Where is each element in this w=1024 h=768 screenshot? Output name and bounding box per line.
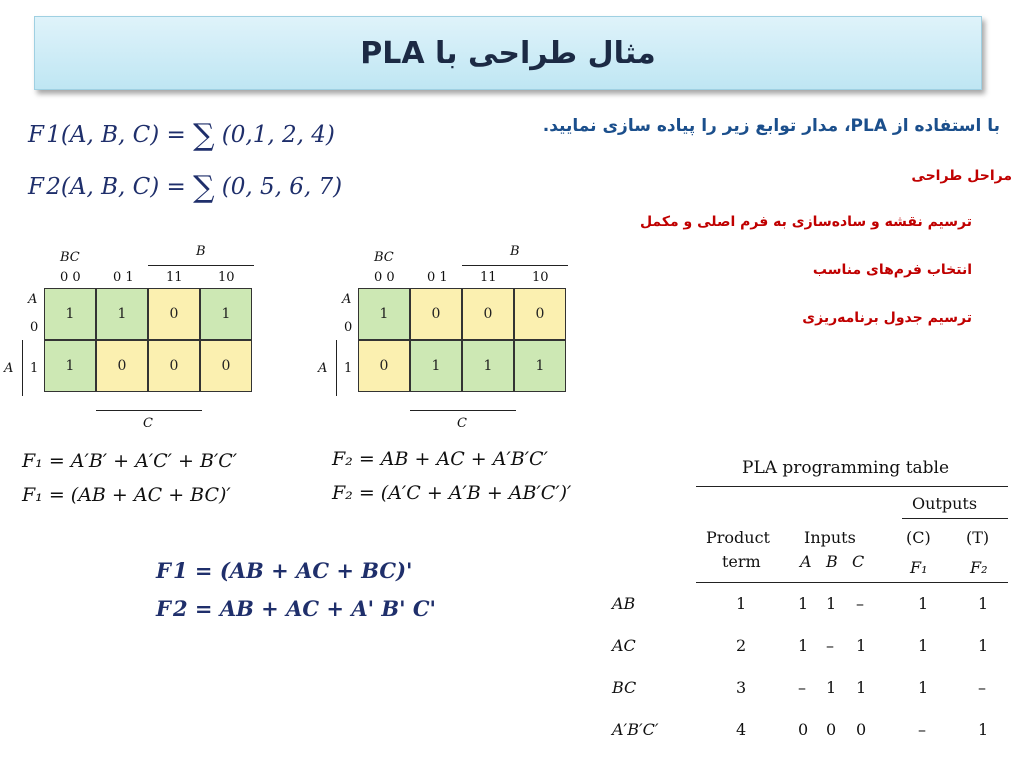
row-input-c: 1 [856,636,867,655]
kmap-col-label: 0 0 [374,270,395,285]
kmap-bc-label: BC [374,250,394,265]
row-number: 3 [736,678,747,697]
kmap-cell: 0 [148,340,200,392]
step-2: انتخاب فرم‌های مناسب [812,262,972,278]
row-output-f2: 1 [978,636,989,655]
function-f2-definition [28,170,342,205]
kmap-col-label: 11 [166,270,183,285]
f1-lhs: F 1(A, B, C) = [28,122,194,148]
kmap-col-label: 0 1 [427,270,448,285]
steps-heading: مراحل طراحی [911,168,1012,184]
kmap-b-bracket [148,265,254,266]
title-banner [34,16,982,90]
kmap-col-label: 11 [480,270,497,285]
sigma-icon: ∑ [193,118,215,153]
output-type: (T) [966,528,990,547]
f2-lhs: F 2(A, B, C) = [28,174,194,200]
row-input-b: – [826,636,834,655]
pla-programming-table [612,454,1012,754]
chosen-f1: F 1 = (AB + AC + BC)' [156,558,413,583]
product-term-header: Product [706,528,770,547]
sigma-icon: ∑ [193,170,215,205]
kmap-a-label: A [4,361,14,376]
table-title: PLA programming table [742,458,950,478]
kmap-a-label: A [318,361,328,376]
table-rule [696,582,1008,583]
kmap-a-bracket [22,340,23,396]
kmap-cell: 0 [514,288,566,340]
row-term: AC [612,636,636,655]
f2-minterms: (0, 5, 6, 7) [214,174,343,200]
kmap-row-label: 1 [30,361,39,376]
kmap-c-bracket [96,410,202,411]
kmap-col-label: 10 [532,270,549,285]
row-output-f2: 1 [978,720,989,739]
row-input-a: 0 [798,720,809,739]
row-number: 1 [736,594,747,613]
outputs-header: Outputs [912,494,978,513]
f1-complement: F₁ = (AB + AC + BC)′ [22,484,231,506]
input-letter: B [826,552,838,571]
row-number: 2 [736,636,747,655]
kmap-c-bracket [410,410,516,411]
row-input-c: 0 [856,720,867,739]
inputs-header: Inputs [804,528,856,547]
chosen-f2: F 2 = AB + AC + A' B' C' [156,596,436,621]
row-input-c: 1 [856,678,867,697]
kmap-col-label: 10 [218,270,235,285]
f1-minterms: (0,1, 2, 4) [214,122,335,148]
kmap-cell: 1 [358,288,410,340]
kmap-c-label: C [457,416,467,431]
step-3: ترسیم جدول برنامه‌ریزی [802,310,972,326]
kmap-bc-label: BC [60,250,80,265]
kmap-a-label: A [342,292,352,307]
kmap-row-label: 1 [344,361,353,376]
f2-complement: F₂ = (A′C + A′B + AB′C′)′ [332,482,572,504]
table-rule [696,486,1008,487]
product-term-header: term [722,552,761,571]
kmap-cell: 1 [44,340,96,392]
page-title: مثال طراحی با PLA [360,35,656,71]
kmap-col-label: 0 1 [113,270,134,285]
f2-sop: F₂ = AB + AC + A′B′C′ [332,448,548,470]
row-output-f1: 1 [918,594,929,613]
kmap-cell: 1 [44,288,96,340]
row-output-f1: – [918,720,926,739]
row-output-f2: 1 [978,594,989,613]
row-term: BC [612,678,637,697]
kmap-b-label: B [510,244,520,259]
row-input-b: 0 [826,720,837,739]
input-letter: A [800,552,812,571]
kmap-cell: 0 [148,288,200,340]
kmap-cell: 1 [410,340,462,392]
row-input-c: – [856,594,864,613]
step-1: ترسیم نقشه و ساده‌سازی به فرم اصلی و مکمل [639,214,972,230]
kmap-a-bracket [336,340,337,396]
row-input-a: – [798,678,806,697]
kmap-a-label: A [28,292,38,307]
kmap-cell: 1 [200,288,252,340]
kmap-col-label: 0 0 [60,270,81,285]
kmap-f1 [0,240,270,440]
row-input-b: 1 [826,678,837,697]
kmap-cell: 0 [462,288,514,340]
kmap-row-label: 0 [30,320,39,335]
row-input-b: 1 [826,594,837,613]
output-type: (C) [906,528,931,547]
kmap-cell: 1 [514,340,566,392]
kmap-cell: 0 [96,340,148,392]
row-output-f1: 1 [918,678,929,697]
output-name: F₂ [970,558,988,577]
kmap-cell: 1 [462,340,514,392]
kmap-row-label: 0 [344,320,353,335]
kmap-b-label: B [196,244,206,259]
table-rule [902,518,1008,519]
input-letter: C [852,552,865,571]
kmap-c-label: C [143,416,153,431]
f1-sop: F₁ = A′B′ + A′C′ + B′C′ [22,450,238,472]
kmap-f2 [314,240,584,440]
kmap-cell: 0 [200,340,252,392]
row-term: AB [612,594,636,613]
intro-text: با استفاده از PLA، مدار توابع زیر را پیاده سازی نمایید. [542,116,1000,136]
row-input-a: 1 [798,636,809,655]
row-input-a: 1 [798,594,809,613]
kmap-cell: 1 [96,288,148,340]
row-output-f2: – [978,678,986,697]
row-output-f1: 1 [918,636,929,655]
kmap-cell: 0 [410,288,462,340]
function-f1-definition [28,118,335,153]
kmap-cell: 0 [358,340,410,392]
output-name: F₁ [910,558,928,577]
kmap-b-bracket [462,265,568,266]
row-term: A′B′C′ [612,720,659,739]
row-number: 4 [736,720,747,739]
